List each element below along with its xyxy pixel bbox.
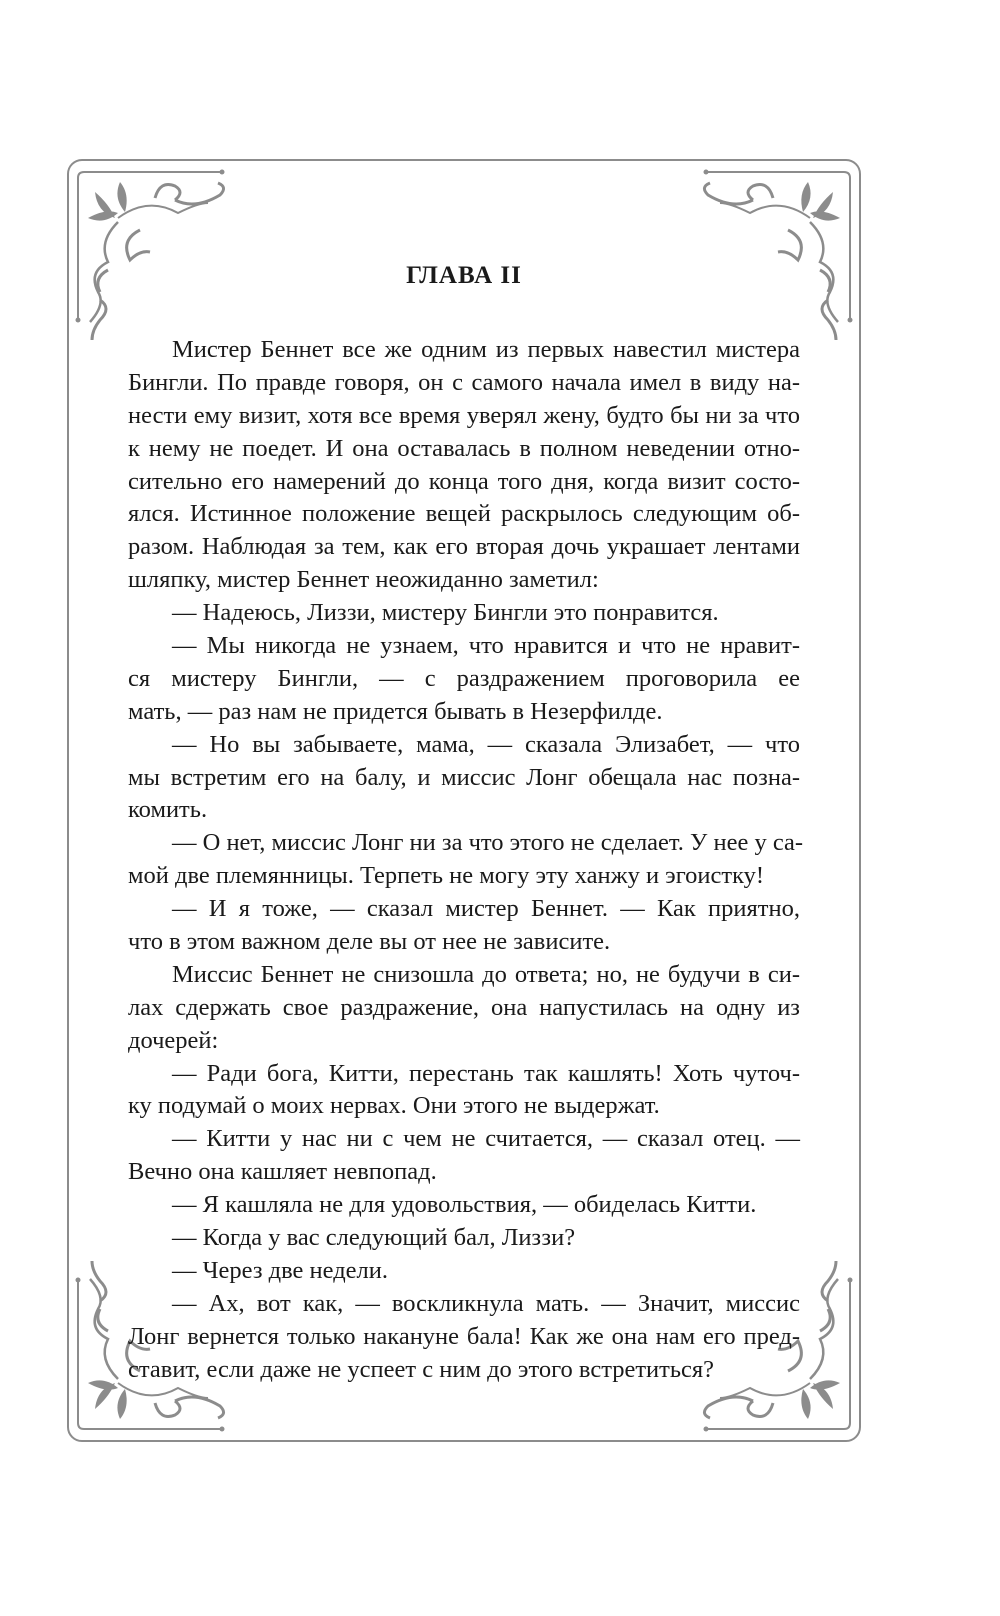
text-line: разом. Наблюдая за тем, как его вторая дочь украшает лентами — [128, 533, 800, 561]
text-line: Мистер Беннет все же одним из первых навестил мистера — [172, 336, 800, 363]
text-line: мы встретим его на балу, и миссис Лонг обещала нас позна- — [128, 763, 800, 791]
text-line: Лонг вернется только накануне бала! Как же она нам его пред- — [128, 1322, 800, 1350]
text-line: — Китти у нас ни с чем не считается, — сказал отец. — — [172, 1125, 800, 1153]
text-line: — И я тоже, — сказал мистер Беннет. — Как приятно, — [172, 895, 800, 923]
text-line: мой две племянницы. Терпеть не могу эту ханжу и эгоистку! — [128, 862, 765, 890]
text-line: к нему не поедет. И она оставалась в полном неведении отно- — [128, 434, 800, 462]
text-line: лах сдержать свое раздражение, она напустилась на одну из — [128, 993, 800, 1021]
text-line: ку подумай о моих нервах. Они этого не выдержат. — [128, 1092, 660, 1120]
text-line: — Я кашляла не для удовольствия, — обиделась Китти. — [172, 1191, 757, 1219]
text-line: Вечно она кашляет невпопад. — [128, 1158, 437, 1186]
text-line: Бингли. По правде говоря, он с самого начала имел в виду на- — [128, 368, 800, 396]
text-line: — Надеюсь, Лиззи, мистеру Бингли это понравится. — [172, 599, 719, 627]
text-line: сительно его намерений до конца того дня, когда визит состо- — [128, 467, 800, 495]
text-line: — Когда у вас следующий бал, Лиззи? — [172, 1224, 576, 1252]
text-line: мать, — раз нам не придется бывать в Незерфилде. — [128, 697, 663, 725]
text-line: — Ради бога, Китти, перестань так кашлять! Хоть чуточ- — [172, 1059, 800, 1087]
text-line: — Через две недели. — [172, 1256, 389, 1284]
text-line: нести ему визит, хотя все время уверял жену, будто бы ни за что — [128, 401, 800, 429]
chapter-title: ГЛАВА II — [406, 262, 522, 289]
text-line: ставит, если даже не успеет с ним до этого встретиться? — [128, 1355, 715, 1383]
chapter-body-text — [128, 334, 804, 1387]
text-line: комить. — [128, 796, 208, 824]
text-line: — Мы никогда не узнаем, что нравится и что не нравит- — [172, 632, 800, 660]
text-line: шляпку, мистер Беннет неожиданно заметил: — [128, 566, 599, 594]
text-line: — Ах, вот как, — воскликнула мать. — Значит, миссис — [172, 1289, 800, 1317]
text-line: — О нет, миссис Лонг ни за что этого не сделает. У нее у са- — [172, 829, 804, 857]
text-line: дочерей: — [128, 1026, 219, 1054]
text-line: ся мистеру Бингли, — с раздражением проговорила ее — [128, 664, 800, 692]
text-line: что в этом важном деле вы от нее не зависите. — [128, 928, 611, 956]
text-line: Миссис Беннет не снизошла до ответа; но, не будучи в си- — [172, 960, 800, 988]
text-line: ялся. Истинное положение вещей раскрылось следующим об- — [128, 500, 800, 528]
text-line: — Но вы забываете, мама, — сказала Элизабет, — что — [172, 730, 800, 758]
